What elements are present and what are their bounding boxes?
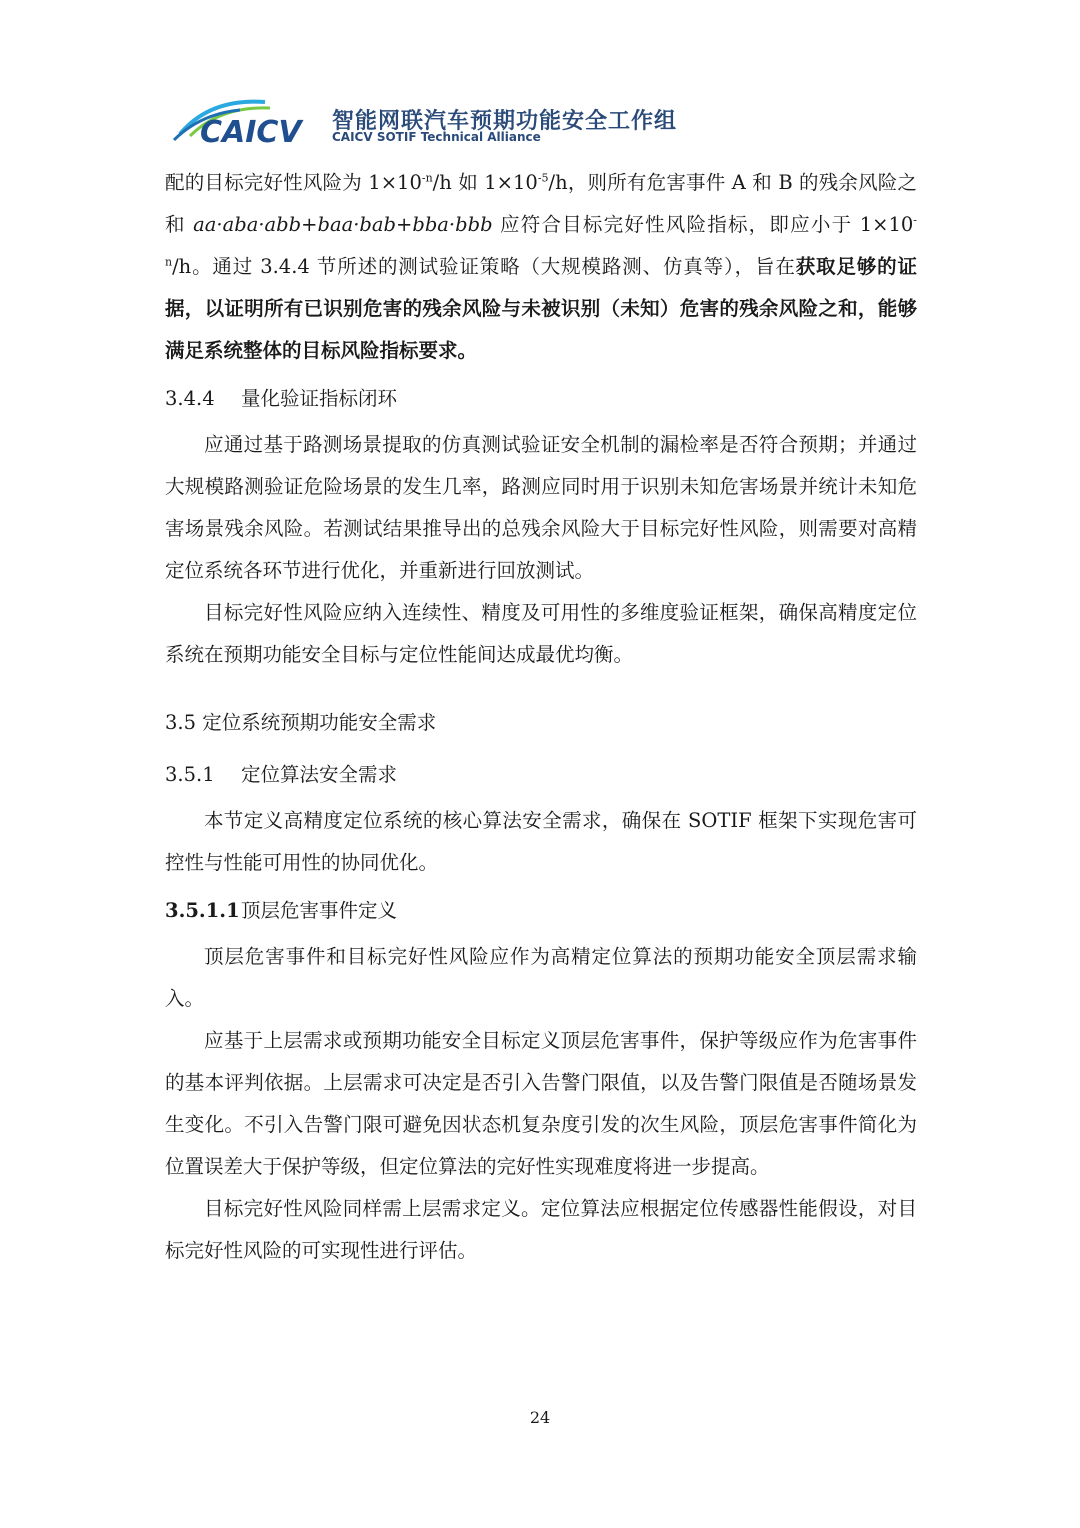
section-heading-3-4-4: 3.4.4 量化验证指标闭环 <box>165 387 398 410</box>
logo-wordmark: CAICV <box>200 115 302 150</box>
page-body <box>165 162 917 1272</box>
paragraph-algorithm-requirements: 本节定义高精度定位系统的核心算法安全需求，确保在 SOTIF 框架下实现危害可控性与性能可用性的协同优化。 <box>165 809 917 874</box>
section-heading-3-5-1-1: 3.5.1.1顶层危害事件定义 <box>165 899 398 922</box>
paragraph-top-hazard-definition: 应基于上层需求或预期功能安全目标定义顶层危害事件，保护等级应作为危害事件的基本评判依据。上层需求可决定是否引入告警门限值，以及告警门限值是否随场景发生变化。不引入告警门限可避免因状态机复杂度引发的次生风险，顶层危害事件简化为位置误差大于保护等级，但定位算法的完好性实现难度将进一步提高。 <box>165 1029 917 1178</box>
paragraph-verification-loop: 应通过基于路测场景提取的仿真测试验证安全机制的漏检率是否符合预期；并通过大规模路测验证危险场景的发生几率，路测应同时用于识别未知危害场景并统计未知危害场景残余风险。若测试结果推导出的总残余风险大于目标完好性风险，则需要对高精定位系统各环节进行优化，并重新进行回放测试。 <box>165 433 917 582</box>
caicv-logo-icon <box>170 96 330 150</box>
paragraph-residual-risk: 配的目标完好性风险为 $1\times 10^{-n}/h$ 如 $1\times 10^{-5}/h$，则所有危害事件 A 和 B 的残余风险之和 aa·aba·abb+baa·bab+bba·bbb 应符合目标完好性风险指标，即应小于 $1\times 10^{-n}/h$。通过 3.4.4 节所述的测试验证策略（大规模路测、仿真等），旨在获取足够的证据，以证明所有已识别危害的残余风险与未被识别（未知）危害的残余风险之和，能够满足系统整体的目标风险指标要求。 <box>165 171 917 362</box>
paragraph-top-hazard-input: 顶层危害事件和目标完好性风险应作为高精定位算法的预期功能安全顶层需求输入。 <box>165 945 917 1010</box>
risk-formula: aa·aba·abb+baa·bab+bba·bbb <box>193 213 493 236</box>
page-number: 24 <box>529 1408 551 1427</box>
header-title: 智能网联汽车预期功能安全工作组 <box>332 109 678 134</box>
document-header <box>170 96 730 152</box>
section-heading-3-5: 3.5 定位系统预期功能安全需求 <box>165 711 437 734</box>
paragraph-integrity-risk-evaluation: 目标完好性风险同样需上层需求定义。定位算法应根据定位传感器性能假设，对目标完好性风险的可实现性进行评估。 <box>165 1197 917 1262</box>
section-heading-3-5-1: 3.5.1 定位算法安全需求 <box>165 763 398 786</box>
bold-statement: 获取足够的证据，以证明所有已识别危害的残余风险与未被识别（未知）危害的残余风险之和，能够满足系统整体的目标风险指标要求。 <box>165 255 917 362</box>
header-subtitle: CAICV SOTIF Technical Alliance <box>332 130 541 144</box>
paragraph-integrity-framework: 目标完好性风险应纳入连续性、精度及可用性的多维度验证框架，确保高精度定位系统在预期功能安全目标与定位性能间达成最优均衡。 <box>165 601 917 666</box>
